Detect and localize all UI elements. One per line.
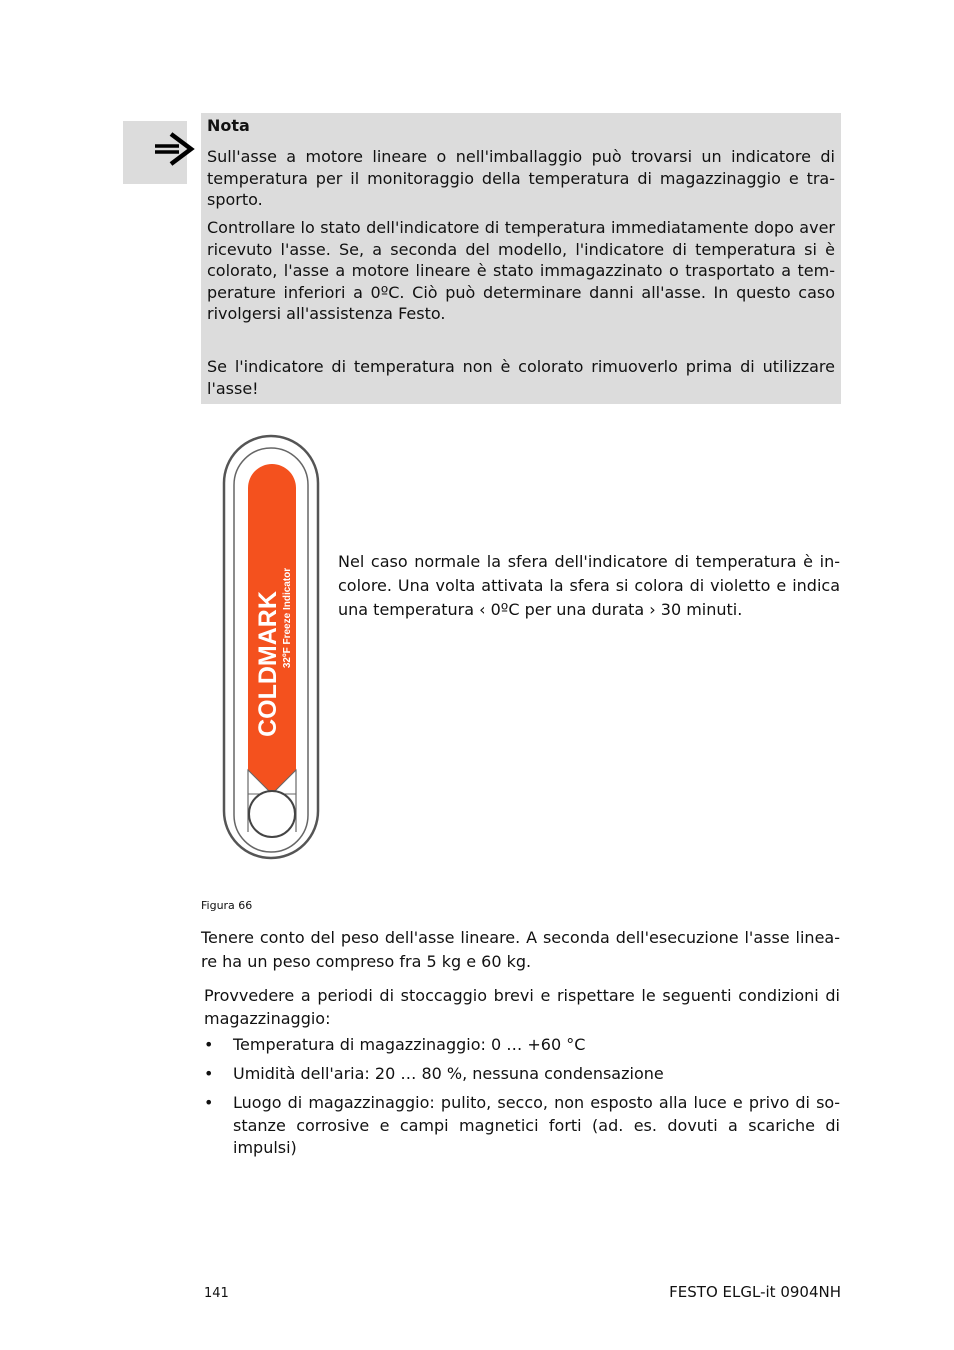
- figure-caption: Figura 66: [201, 899, 253, 912]
- indicator-subtitle-text: 32ºF Freeze Indicator: [282, 567, 293, 669]
- note-title: Nota: [207, 116, 250, 135]
- weight-note: Tenere conto del peso dell'asse lineare. A seconda dell'esecuzione l'asse lineare ha un peso compreso fra 5 kg e 60 kg.: [201, 928, 840, 971]
- coldmark-indicator-icon: [216, 432, 326, 864]
- list-item-text: Temperatura di magazzinaggio: 0 … +60 °C: [233, 1035, 586, 1054]
- page-number: 141: [204, 1286, 229, 1301]
- note-paragraph-2: Controllare lo stato dell'indicatore di temperatura immediatamente dopo aver ricevuto l'asse. Se, a seconda del modello, l'indicatore di temperatura si è colorato, l'asse a motore lineare è stato immagazzinato o trasportato a temperature inferiori a 0ºC. Ciò può determinare danni all'asse. In questo caso rivolgersi all'assistenza Festo.: [207, 218, 835, 324]
- document-id: FESTO ELGL-it 0904NH: [669, 1283, 841, 1301]
- note-paragraph-3: Se l'indicatore di temperatura non è colorato rimuoverlo prima di utilizzare l'asse!: [207, 357, 835, 398]
- list-item: [204, 1092, 840, 1160]
- coldmark-indicator-figure: [216, 432, 326, 864]
- storage-intro: Provvedere a periodi di stoccaggio brevi e rispettare le seguenti condizioni di magazzinaggio:: [204, 986, 840, 1028]
- note-paragraph-1: Sull'asse a motore lineare o nell'imballaggio può trovarsi un indicatore di temperatura per il monitoraggio della temperatura di magazzinaggio e trasporto.: [207, 147, 835, 210]
- storage-conditions-list: [204, 1034, 840, 1166]
- list-item-text: Luogo di magazzinaggio: pulito, secco, non esposto alla luce e privo di sostanze corrosive e campi magnetici forti (ad. es. dovuti a scariche di impulsi): [233, 1093, 840, 1158]
- bullet-icon: •: [204, 1064, 214, 1084]
- bullet-icon: •: [204, 1093, 214, 1113]
- bullet-icon: •: [204, 1035, 214, 1054]
- note-marker: [123, 121, 187, 184]
- list-item: [204, 1063, 840, 1086]
- list-item-text: Umidità dell'aria: 20 … 80 %, nessuna condensazione: [233, 1064, 664, 1084]
- arrow-right-icon: [153, 129, 197, 173]
- list-item: [204, 1034, 840, 1057]
- figure-description: Nel caso normale la sfera dell'indicatore di temperatura è incolore. Una volta attivata la sfera si colora di violetto e indica una temperatura ‹ 0ºC per una durata › 30 minuti.: [338, 552, 840, 619]
- indicator-brand-text: COLDMARK: [254, 591, 282, 737]
